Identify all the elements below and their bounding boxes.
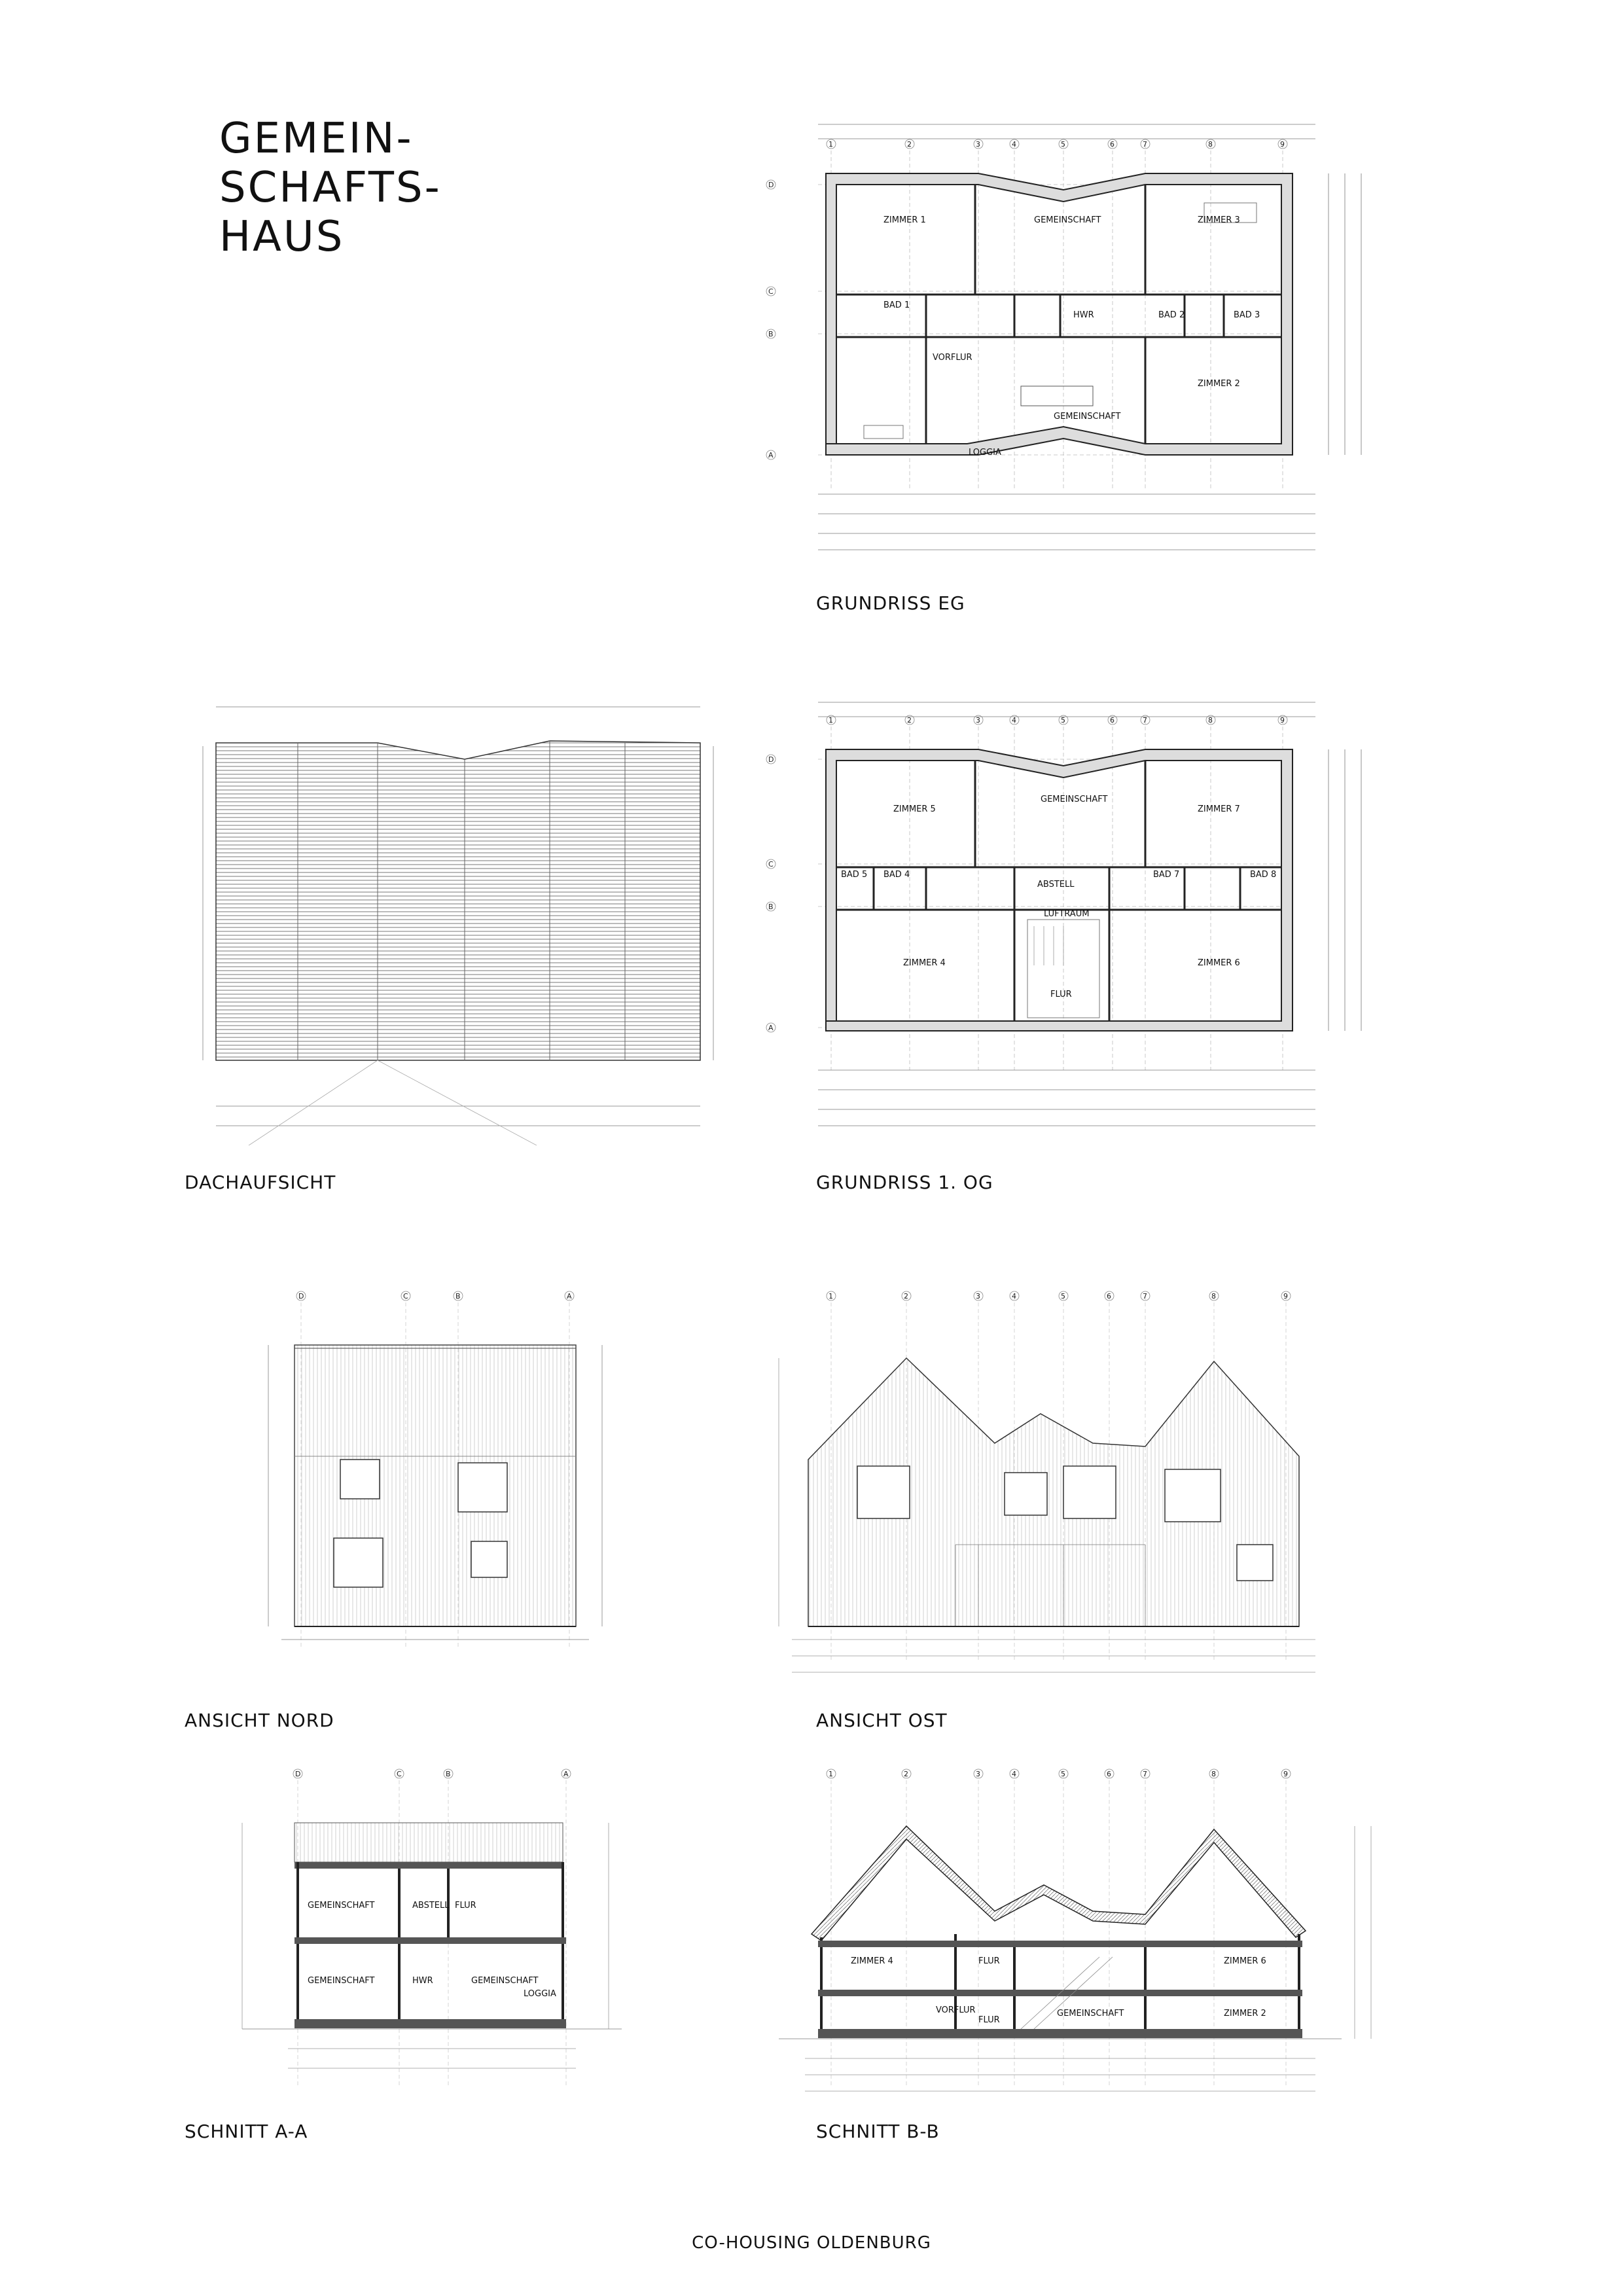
grid-label: 5 bbox=[1061, 1770, 1065, 1778]
room-label: ZIMMER 2 bbox=[1224, 2009, 1266, 2018]
room-label: GEMEINSCHAFT bbox=[1034, 215, 1101, 225]
grid-label: 5 bbox=[1061, 1292, 1065, 1300]
grid-col-label: 3 bbox=[976, 716, 980, 725]
room-label: GEMEINSCHAFT bbox=[1041, 795, 1108, 804]
grid-row-label: D bbox=[768, 181, 774, 189]
room-label: BAD 8 bbox=[1250, 870, 1277, 880]
grid-label: 8 bbox=[1211, 1292, 1216, 1300]
room-label: FLUR bbox=[455, 1901, 476, 1910]
section-bb bbox=[753, 1761, 1414, 2121]
room-label: ZIMMER 7 bbox=[1198, 804, 1240, 814]
grid-col-label: 1 bbox=[829, 716, 833, 725]
caption-ansicht-ost: ANSICHT OST bbox=[816, 1710, 948, 1731]
grid-col-label: 8 bbox=[1208, 140, 1213, 149]
room-label: VORFLUR bbox=[936, 2005, 976, 2015]
grid-col-label: 6 bbox=[1110, 716, 1115, 725]
grid-label: 7 bbox=[1143, 1292, 1147, 1300]
grid-col-label: 5 bbox=[1061, 140, 1065, 149]
grid-label: 8 bbox=[1211, 1770, 1216, 1778]
grid-col-label: 8 bbox=[1208, 716, 1213, 725]
room-label: ZIMMER 6 bbox=[1224, 1956, 1266, 1966]
grid-label: B bbox=[446, 1770, 451, 1778]
grid-label: 3 bbox=[976, 1292, 980, 1300]
grid-label: 9 bbox=[1283, 1292, 1288, 1300]
room-label: GEMEINSCHAFT bbox=[1054, 412, 1121, 422]
room-label: ZIMMER 4 bbox=[851, 1956, 893, 1966]
caption-grundriss-eg: GRUNDRISS EG bbox=[816, 592, 965, 614]
grid-col-label: 3 bbox=[976, 140, 980, 149]
roof-plan bbox=[183, 694, 746, 1145]
grid-label: 1 bbox=[829, 1770, 833, 1778]
caption-schnitt-bb: SCHNITT B-B bbox=[816, 2121, 940, 2142]
room-label: GEMEINSCHAFT bbox=[308, 1901, 375, 1910]
room-label: BAD 4 bbox=[883, 870, 910, 880]
grid-col-label: 4 bbox=[1012, 716, 1016, 725]
grid-col-label: 2 bbox=[907, 716, 912, 725]
room-label: GEMEINSCHAFT bbox=[1057, 2009, 1124, 2018]
floor-plan-ground bbox=[753, 98, 1414, 583]
grid-label: A bbox=[567, 1292, 572, 1300]
section-aa bbox=[216, 1761, 674, 2114]
room-label: HWR bbox=[412, 1976, 433, 1986]
elevation-east bbox=[753, 1283, 1414, 1689]
grid-label: 2 bbox=[904, 1292, 908, 1300]
elevation-north bbox=[249, 1283, 668, 1662]
room-label: ZIMMER 4 bbox=[903, 958, 946, 968]
room-label: LOGGIA bbox=[969, 448, 1001, 457]
grid-label: 3 bbox=[976, 1770, 980, 1778]
grid-label: 4 bbox=[1012, 1770, 1016, 1778]
room-label: BAD 2 bbox=[1158, 310, 1185, 320]
room-label: ZIMMER 3 bbox=[1198, 215, 1240, 225]
room-label: FLUR bbox=[1050, 990, 1072, 999]
sheet-title bbox=[219, 115, 442, 262]
caption-ansicht-nord: ANSICHT NORD bbox=[185, 1710, 334, 1731]
grid-label: 7 bbox=[1143, 1770, 1147, 1778]
room-label: ZIMMER 5 bbox=[893, 804, 936, 814]
title-line-1: GEMEIN- bbox=[219, 115, 414, 163]
grid-col-label: 9 bbox=[1280, 716, 1285, 725]
room-label: LUFTRAUM bbox=[1044, 909, 1090, 919]
room-label: BAD 3 bbox=[1234, 310, 1260, 320]
footer-project-name: CO-HOUSING OLDENBURG bbox=[692, 2233, 931, 2253]
grid-label: C bbox=[403, 1292, 408, 1300]
room-label: FLUR bbox=[978, 2015, 1000, 2025]
room-label: BAD 7 bbox=[1153, 870, 1180, 880]
grid-col-label: 7 bbox=[1143, 140, 1147, 149]
room-label: FLUR bbox=[978, 1956, 1000, 1966]
room-label: ZIMMER 2 bbox=[1198, 379, 1240, 389]
grid-label: 6 bbox=[1107, 1292, 1111, 1300]
caption-grundriss-og: GRUNDRISS 1. OG bbox=[816, 1172, 993, 1193]
room-label: ZIMMER 6 bbox=[1198, 958, 1240, 968]
room-label: VORFLUR bbox=[933, 353, 972, 363]
room-label: ABSTELL bbox=[1037, 880, 1075, 889]
grid-col-label: 4 bbox=[1012, 140, 1016, 149]
grid-label: A bbox=[563, 1770, 569, 1778]
grid-label: 9 bbox=[1283, 1770, 1288, 1778]
title-line-3: HAUS bbox=[219, 213, 345, 261]
room-label: LOGGIA bbox=[524, 1989, 556, 1999]
grid-label: D bbox=[295, 1770, 301, 1778]
caption-schnitt-aa: SCHNITT A-A bbox=[185, 2121, 308, 2142]
grid-label: B bbox=[455, 1292, 461, 1300]
grid-row-label: D bbox=[768, 755, 774, 764]
grid-col-label: 5 bbox=[1061, 716, 1065, 725]
grid-label: 2 bbox=[904, 1770, 908, 1778]
grid-label: C bbox=[397, 1770, 402, 1778]
grid-col-label: 7 bbox=[1143, 716, 1147, 725]
title-line-2: SCHAFTS- bbox=[219, 164, 442, 212]
room-label: GEMEINSCHAFT bbox=[471, 1976, 539, 1986]
grid-row-label: A bbox=[768, 451, 774, 459]
grid-row-label: B bbox=[768, 330, 774, 338]
room-label: ZIMMER 1 bbox=[883, 215, 926, 225]
room-label: HWR bbox=[1073, 310, 1094, 320]
room-label: BAD 5 bbox=[841, 870, 868, 880]
room-label: GEMEINSCHAFT bbox=[308, 1976, 375, 1986]
grid-label: D bbox=[298, 1292, 304, 1300]
floor-plan-upper bbox=[753, 691, 1414, 1162]
room-label: BAD 1 bbox=[883, 300, 910, 310]
room-label: ABSTELL bbox=[412, 1901, 450, 1910]
grid-col-label: 6 bbox=[1110, 140, 1115, 149]
grid-col-label: 9 bbox=[1280, 140, 1285, 149]
grid-col-label: 1 bbox=[829, 140, 833, 149]
grid-row-label: C bbox=[768, 287, 774, 296]
grid-col-label: 2 bbox=[907, 140, 912, 149]
grid-row-label: B bbox=[768, 903, 774, 911]
caption-dachaufsicht: DACHAUFSICHT bbox=[185, 1172, 336, 1193]
grid-row-label: C bbox=[768, 860, 774, 869]
grid-row-label: A bbox=[768, 1024, 774, 1032]
grid-label: 4 bbox=[1012, 1292, 1016, 1300]
grid-label: 1 bbox=[829, 1292, 833, 1300]
grid-label: 6 bbox=[1107, 1770, 1111, 1778]
